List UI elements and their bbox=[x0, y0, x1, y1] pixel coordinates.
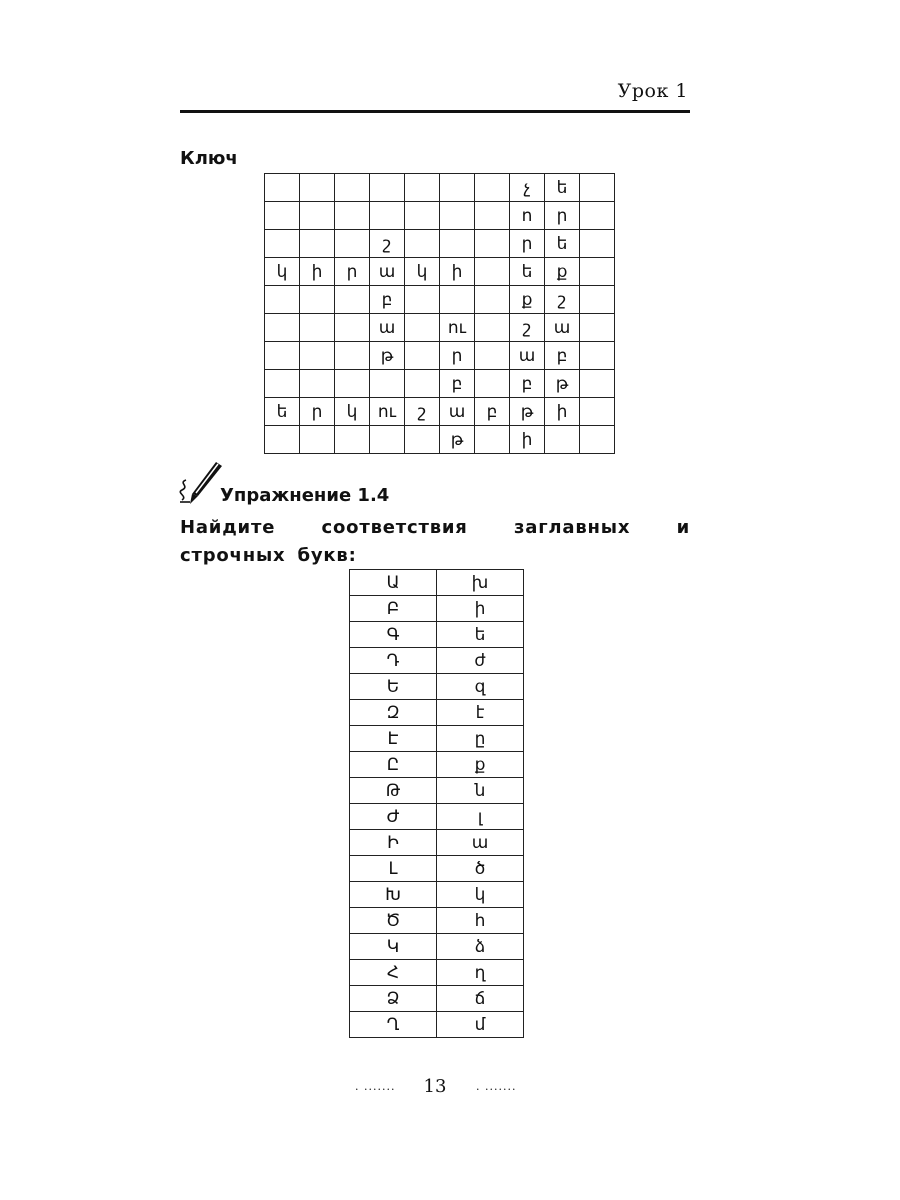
header-rule bbox=[180, 110, 690, 113]
key-grid-cell: ու bbox=[440, 314, 475, 342]
lowercase-letter-cell: խ bbox=[437, 570, 524, 596]
key-grid-row bbox=[265, 174, 615, 202]
letter-pair-row bbox=[350, 622, 524, 648]
key-grid-cell: թ bbox=[545, 370, 580, 398]
key-grid-cell bbox=[335, 342, 370, 370]
key-grid-cell: բ bbox=[440, 370, 475, 398]
page-number: 13 bbox=[423, 1076, 447, 1097]
key-grid-cell: ր bbox=[545, 202, 580, 230]
uppercase-letter-cell: Լ bbox=[350, 856, 437, 882]
key-grid-cell bbox=[475, 258, 510, 286]
key-grid-cell: ի bbox=[545, 398, 580, 426]
key-grid-cell: թ bbox=[510, 398, 545, 426]
letter-pair-row bbox=[350, 882, 524, 908]
key-grid-cell bbox=[265, 314, 300, 342]
key-grid-cell: բ bbox=[475, 398, 510, 426]
key-grid-cell bbox=[545, 426, 580, 454]
key-grid-cell bbox=[335, 286, 370, 314]
uppercase-letter-cell: Ժ bbox=[350, 804, 437, 830]
key-label: Ключ bbox=[180, 148, 238, 169]
uppercase-letter-cell: Ե bbox=[350, 674, 437, 700]
key-grid-cell bbox=[475, 174, 510, 202]
key-grid-cell bbox=[370, 370, 405, 398]
key-grid-cell bbox=[440, 230, 475, 258]
key-grid-cell bbox=[335, 426, 370, 454]
key-grid-cell: ա bbox=[440, 398, 475, 426]
key-grid-cell: ա bbox=[545, 314, 580, 342]
uppercase-letter-cell: Է bbox=[350, 726, 437, 752]
uppercase-letter-cell: Ծ bbox=[350, 908, 437, 934]
letter-pair-row bbox=[350, 778, 524, 804]
fountain-pen-icon bbox=[176, 460, 222, 506]
key-grid-cell bbox=[265, 202, 300, 230]
key-grid-cell bbox=[405, 426, 440, 454]
key-grid-cell bbox=[475, 370, 510, 398]
lowercase-letter-cell: ք bbox=[437, 752, 524, 778]
key-grid-cell: թ bbox=[370, 342, 405, 370]
key-grid-row bbox=[265, 230, 615, 258]
lowercase-letter-cell: զ bbox=[437, 674, 524, 700]
key-grid-cell bbox=[300, 342, 335, 370]
key-grid-cell bbox=[475, 314, 510, 342]
key-grid-cell bbox=[405, 370, 440, 398]
key-grid-cell: ք bbox=[510, 286, 545, 314]
key-grid-cell bbox=[370, 174, 405, 202]
letter-pair-row bbox=[350, 960, 524, 986]
uppercase-letter-cell: Թ bbox=[350, 778, 437, 804]
key-grid-row bbox=[265, 314, 615, 342]
letter-pair-row bbox=[350, 934, 524, 960]
key-grid-cell bbox=[300, 370, 335, 398]
key-grid-row bbox=[265, 286, 615, 314]
key-grid-cell: ա bbox=[370, 258, 405, 286]
key-grid-cell: ք bbox=[545, 258, 580, 286]
key-grid-cell bbox=[580, 202, 615, 230]
key-grid-cell: բ bbox=[370, 286, 405, 314]
uppercase-letter-cell: Դ bbox=[350, 648, 437, 674]
key-grid-cell bbox=[440, 286, 475, 314]
uppercase-letter-cell: Ղ bbox=[350, 1012, 437, 1038]
key-grid-cell: ե bbox=[265, 398, 300, 426]
key-grid-cell bbox=[300, 286, 335, 314]
key-grid-cell bbox=[265, 230, 300, 258]
letter-pair-row bbox=[350, 908, 524, 934]
key-grid-cell bbox=[580, 426, 615, 454]
key-grid-cell bbox=[405, 286, 440, 314]
letter-pair-row bbox=[350, 830, 524, 856]
crossword-key-grid bbox=[264, 173, 615, 454]
uppercase-letter-cell: Գ bbox=[350, 622, 437, 648]
uppercase-letter-cell: Ի bbox=[350, 830, 437, 856]
key-grid-cell: ի bbox=[300, 258, 335, 286]
key-grid-cell: ա bbox=[510, 342, 545, 370]
key-grid-cell bbox=[405, 314, 440, 342]
key-grid-cell bbox=[440, 174, 475, 202]
key-grid-cell bbox=[475, 286, 510, 314]
key-grid-cell bbox=[580, 174, 615, 202]
letter-pair-row bbox=[350, 752, 524, 778]
key-grid-cell bbox=[475, 230, 510, 258]
key-grid-cell: ո bbox=[510, 202, 545, 230]
lowercase-letter-cell: կ bbox=[437, 882, 524, 908]
key-grid-cell bbox=[370, 202, 405, 230]
key-grid-cell bbox=[370, 426, 405, 454]
key-grid-cell bbox=[580, 230, 615, 258]
key-grid-cell bbox=[335, 230, 370, 258]
letter-pair-row bbox=[350, 570, 524, 596]
lowercase-letter-cell: ճ bbox=[437, 986, 524, 1012]
key-grid-cell: կ bbox=[405, 258, 440, 286]
key-grid-cell bbox=[405, 174, 440, 202]
letter-pair-row bbox=[350, 804, 524, 830]
key-grid-cell bbox=[300, 314, 335, 342]
key-grid-row bbox=[265, 370, 615, 398]
uppercase-letter-cell: Ա bbox=[350, 570, 437, 596]
key-grid-cell bbox=[405, 342, 440, 370]
key-grid-row bbox=[265, 342, 615, 370]
key-grid-cell bbox=[580, 370, 615, 398]
key-grid-cell: չ bbox=[510, 174, 545, 202]
letter-pair-row bbox=[350, 674, 524, 700]
lowercase-letter-cell: ձ bbox=[437, 934, 524, 960]
key-grid-cell: ր bbox=[335, 258, 370, 286]
letter-pair-row bbox=[350, 596, 524, 622]
lowercase-letter-cell: հ bbox=[437, 908, 524, 934]
footer-dots-right: . ....... bbox=[476, 1080, 517, 1093]
key-grid-cell bbox=[300, 426, 335, 454]
exercise-title: Упражнение 1.4 bbox=[220, 485, 390, 506]
lowercase-letter-cell: լ bbox=[437, 804, 524, 830]
letter-pair-row bbox=[350, 700, 524, 726]
key-grid-cell: ե bbox=[510, 258, 545, 286]
key-grid-cell bbox=[475, 342, 510, 370]
uppercase-letter-cell: Հ bbox=[350, 960, 437, 986]
key-grid-cell: բ bbox=[545, 342, 580, 370]
key-grid-row bbox=[265, 202, 615, 230]
lowercase-letter-cell: ը bbox=[437, 726, 524, 752]
key-grid-cell bbox=[580, 258, 615, 286]
letter-matching-table bbox=[349, 569, 524, 1038]
letter-pair-row bbox=[350, 1012, 524, 1038]
key-grid-cell bbox=[265, 370, 300, 398]
key-grid-cell bbox=[405, 230, 440, 258]
key-grid-cell bbox=[475, 426, 510, 454]
key-grid-cell: ր bbox=[440, 342, 475, 370]
key-grid-cell bbox=[265, 174, 300, 202]
key-grid-cell bbox=[265, 342, 300, 370]
key-grid-cell: թ bbox=[440, 426, 475, 454]
letter-pair-row bbox=[350, 726, 524, 752]
page-header-title: Урок 1 bbox=[617, 80, 688, 102]
lowercase-letter-cell: ի bbox=[437, 596, 524, 622]
key-grid-cell: կ bbox=[335, 398, 370, 426]
uppercase-letter-cell: Կ bbox=[350, 934, 437, 960]
key-grid-cell: ու bbox=[370, 398, 405, 426]
key-grid-cell: շ bbox=[405, 398, 440, 426]
key-grid-cell bbox=[300, 174, 335, 202]
uppercase-letter-cell: Ը bbox=[350, 752, 437, 778]
key-grid-cell: ա bbox=[370, 314, 405, 342]
letter-pair-row bbox=[350, 856, 524, 882]
lowercase-letter-cell: ն bbox=[437, 778, 524, 804]
uppercase-letter-cell: Բ bbox=[350, 596, 437, 622]
key-grid-cell: շ bbox=[545, 286, 580, 314]
lowercase-letter-cell: մ bbox=[437, 1012, 524, 1038]
key-grid-cell: շ bbox=[370, 230, 405, 258]
key-grid-cell bbox=[265, 286, 300, 314]
key-grid-row bbox=[265, 398, 615, 426]
lowercase-letter-cell: ա bbox=[437, 830, 524, 856]
key-grid-cell bbox=[335, 174, 370, 202]
key-grid-cell bbox=[300, 230, 335, 258]
key-grid-cell bbox=[440, 202, 475, 230]
key-grid-cell: կ bbox=[265, 258, 300, 286]
key-grid-cell: ի bbox=[510, 426, 545, 454]
letter-pair-row bbox=[350, 648, 524, 674]
key-grid-cell bbox=[335, 314, 370, 342]
footer-dots-left: . ....... bbox=[355, 1080, 396, 1093]
key-grid-cell bbox=[580, 398, 615, 426]
uppercase-letter-cell: Զ bbox=[350, 700, 437, 726]
uppercase-letter-cell: Խ bbox=[350, 882, 437, 908]
key-grid-row bbox=[265, 426, 615, 454]
key-grid-row bbox=[265, 258, 615, 286]
uppercase-letter-cell: Ձ bbox=[350, 986, 437, 1012]
key-grid-cell: ե bbox=[545, 174, 580, 202]
key-grid-cell bbox=[335, 202, 370, 230]
key-grid-cell: ե bbox=[545, 230, 580, 258]
key-grid-cell bbox=[405, 202, 440, 230]
lowercase-letter-cell: ժ bbox=[437, 648, 524, 674]
key-grid-cell: ի bbox=[440, 258, 475, 286]
exercise-instruction: Найдите соответствия заглавных и строчных букв: bbox=[180, 517, 690, 566]
key-grid-cell bbox=[580, 314, 615, 342]
key-grid-cell: ր bbox=[300, 398, 335, 426]
lowercase-letter-cell: ղ bbox=[437, 960, 524, 986]
key-grid-cell bbox=[300, 202, 335, 230]
key-grid-cell bbox=[580, 286, 615, 314]
lowercase-letter-cell: ե bbox=[437, 622, 524, 648]
letter-pair-row bbox=[350, 986, 524, 1012]
key-grid-cell bbox=[335, 370, 370, 398]
key-grid-cell: բ bbox=[510, 370, 545, 398]
key-grid-cell: ր bbox=[510, 230, 545, 258]
key-grid-cell bbox=[265, 426, 300, 454]
key-grid-cell bbox=[580, 342, 615, 370]
key-grid-cell bbox=[475, 202, 510, 230]
lowercase-letter-cell: է bbox=[437, 700, 524, 726]
key-grid-cell: շ bbox=[510, 314, 545, 342]
lowercase-letter-cell: ծ bbox=[437, 856, 524, 882]
